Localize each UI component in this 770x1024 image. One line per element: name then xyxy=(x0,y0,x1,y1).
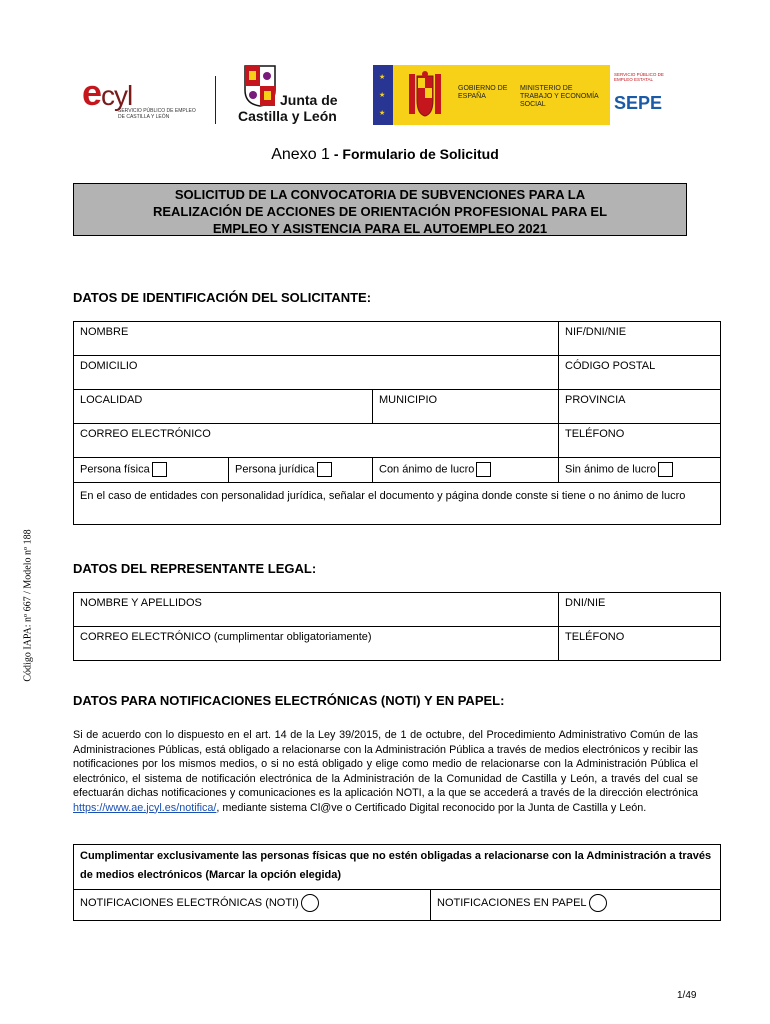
noti-electronica-option[interactable]: NOTIFICACIONES ELECTRÓNICAS (NOTI) xyxy=(74,890,431,921)
localidad-field[interactable]: LOCALIDAD xyxy=(74,390,373,424)
persona-juridica-option[interactable]: Persona jurídica xyxy=(229,458,373,483)
notificaciones-paragraph: Si de acuerdo con lo dispuesto en el art. 14 de la Ley 39/2015, de 1 de octubre, del Procedimiento Administrativo Común de las Administraciones Públicas, está obligado a relacionarse con la Administración Pública a través de medios electrónicos y recibir las notificaciones por los mismos medios, o si no está obligado y elige como medio de relacionarse con la Administración Pública el electrónico, el sistema de notificación electrónica de la Administración de la Comunidad de Castilla y León, a través del cual se efectuarán dichas notificaciones y comunicaciones es la aplicación NOTI, a la que se accederá a través de la dirección electrónica https://www.ae.jcyl.es/notifica/, mediante sistema Cl@ve o Certificado Digital reconocido por la Junta de Castilla y León. xyxy=(73,729,698,814)
sepe-logo-word: SEPE xyxy=(614,93,663,113)
con-animo-checkbox[interactable] xyxy=(476,462,491,477)
codigo-postal-field[interactable]: CÓDIGO POSTAL xyxy=(559,356,721,390)
municipio-field[interactable]: MUNICIPIO xyxy=(373,390,559,424)
sin-animo-checkbox[interactable] xyxy=(658,462,673,477)
spain-coat-of-arms-icon xyxy=(405,70,445,120)
rep-nombre-field[interactable]: NOMBRE Y APELLIDOS xyxy=(74,593,559,627)
form-title-box xyxy=(73,183,687,236)
entidades-field[interactable]: En el caso de entidades con personalidad jurídica, señalar el documento y página donde conste si tiene o no ánimo de lucro xyxy=(74,483,721,525)
nombre-field[interactable]: NOMBRE xyxy=(74,322,559,356)
rep-telefono-field[interactable]: TELÉFONO xyxy=(559,627,721,661)
form-title-line: REALIZACIÓN DE ACCIONES DE ORIENTACIÓN PROFESIONAL PARA EL xyxy=(152,204,608,219)
provincia-field[interactable]: PROVINCIA xyxy=(559,390,721,424)
sin-animo-option[interactable]: Sin ánimo de lucro xyxy=(559,458,721,483)
solicitante-table xyxy=(73,321,721,525)
page-number: 1/49 xyxy=(677,990,697,1001)
persona-fisica-option[interactable]: Persona física xyxy=(74,458,229,483)
solicitante-heading: DATOS DE IDENTIFICACIÓN DEL SOLICITANTE: xyxy=(73,290,372,305)
castilla-leon-shield-icon xyxy=(243,64,277,108)
notificaciones-heading: DATOS PARA NOTIFICACIONES ELECTRÓNICAS (NOTI) Y EN PAPEL: xyxy=(73,693,505,708)
sepe-logo-subtitle: SERVICIO PÚBLICO DE EMPLEO ESTATAL xyxy=(614,72,664,82)
representante-table xyxy=(73,592,721,661)
notificaciones-box-heading: Cumplimentar exclusivamente las personas físicas que no estén obligadas a relacionarse con la Administración a través de medios electrónicos (Marcar la opción elegida) xyxy=(74,845,721,890)
annex-title: Anexo 1 - Formulario de Solicitud xyxy=(271,146,499,163)
representante-heading: DATOS DEL REPRESENTANTE LEGAL: xyxy=(73,561,317,576)
telefono-field[interactable]: TELÉFONO xyxy=(559,424,721,458)
rep-dni-field[interactable]: DNI/NIE xyxy=(559,593,721,627)
correo-field[interactable]: CORREO ELECTRÓNICO xyxy=(74,424,559,458)
nif-field[interactable]: NIF/DNI/NIE xyxy=(559,322,721,356)
jcl-logo-line1: Junta de xyxy=(280,92,338,108)
rep-correo-field[interactable]: CORREO ELECTRÓNICO (cumplimentar obligatoriamente) xyxy=(74,627,559,661)
logo-divider xyxy=(215,76,216,124)
form-title-line: SOLICITUD DE LA CONVOCATORIA DE SUBVENCIONES PARA LA xyxy=(174,187,586,202)
ministerio-text: MINISTERIO DE TRABAJO Y ECONOMÍA SOCIAL xyxy=(520,85,599,108)
jcl-logo-line2: Castilla y León xyxy=(238,108,337,124)
noti-link[interactable]: https://www.ae.jcyl.es/notifica/ xyxy=(73,801,217,814)
persona-juridica-checkbox[interactable] xyxy=(317,462,332,477)
domicilio-field[interactable]: DOMICILIO xyxy=(74,356,559,390)
eu-flag-icon: ★ ★ ★ xyxy=(373,65,393,125)
noti-papel-radio[interactable] xyxy=(589,894,607,912)
form-title-line: EMPLEO Y ASISTENCIA PARA EL AUTOEMPLEO 2021 xyxy=(212,221,548,236)
noti-papel-option[interactable]: NOTIFICACIONES EN PAPEL xyxy=(431,890,721,921)
persona-fisica-checkbox[interactable] xyxy=(152,462,167,477)
ecyl-logo-subtitle: SERVICIO PÚBLICO DE EMPLEO DE CASTILLA Y LEÓN xyxy=(118,108,196,120)
gobierno-text: GOBIERNO DE ESPAÑA xyxy=(458,85,508,100)
notificaciones-table xyxy=(73,844,721,921)
noti-electronica-radio[interactable] xyxy=(301,894,319,912)
ecyl-logo: ecyl xyxy=(82,72,133,113)
con-animo-option[interactable]: Con ánimo de lucro xyxy=(373,458,559,483)
side-form-code: Código IAPA: nº 667 / Modelo nº 188 xyxy=(22,529,34,682)
